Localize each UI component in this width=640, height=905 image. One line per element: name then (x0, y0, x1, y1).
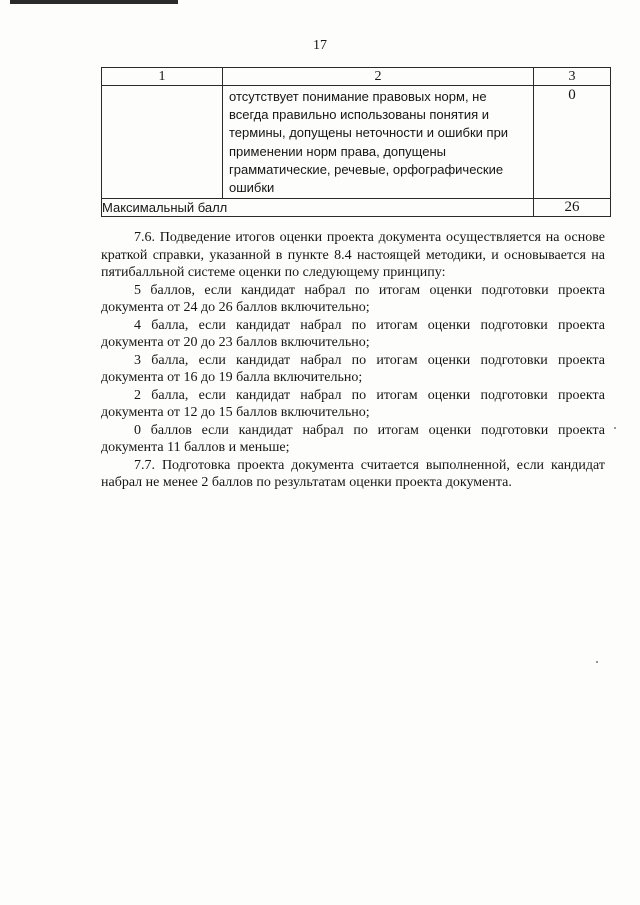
table-row (102, 86, 611, 199)
column-header-1: 1 (102, 68, 223, 86)
document-body (101, 229, 605, 492)
scan-speck (596, 661, 598, 663)
paragraph-grade-4: 4 балла, если кандидат набрал по итогам оценки подготовки проекта документа от 20 до 23 баллов включительно; (101, 317, 605, 350)
score-cell: 0 (534, 86, 611, 199)
paragraph-grade-3: 3 балла, если кандидат набрал по итогам оценки подготовки проекта документа от 16 до 19 балла включительно; (101, 352, 605, 385)
total-value: 26 (534, 199, 611, 217)
score-table (101, 67, 611, 217)
criterion-cell (223, 86, 534, 199)
paragraph-grade-2: 2 балла, если кандидат набрал по итогам оценки подготовки проекта документа от 12 до 15 баллов включительно; (101, 387, 605, 420)
row-empty-cell (102, 86, 223, 199)
scan-speck (614, 427, 616, 429)
page-number: 17 (313, 38, 327, 53)
total-row (102, 199, 611, 217)
scan-edge-mark (10, 0, 178, 4)
paragraph-7-6: 7.6. Подведение итогов оценки проекта документа осуществляется на основе краткой справки, указанной в пункте 8.4 настоящей методики, и основывается на пятибалльной системе оценки по следующему принципу: (101, 230, 605, 280)
column-header-3: 3 (534, 68, 611, 86)
column-header-2: 2 (223, 68, 534, 86)
paragraph-grade-5: 5 баллов, если кандидат набрал по итогам оценки подготовки проекта документа от 24 до 26 баллов включительно; (101, 282, 605, 315)
paragraph-7-7: 7.7. Подготовка проекта документа считается выполненной, если кандидат набрал не менее 2 баллов по результатам оценки проекта документа. (101, 457, 605, 490)
total-label: Максимальный балл (102, 199, 534, 217)
table-header-row (102, 68, 611, 86)
criterion-text: отсутствует понимание правовых норм, не всегда правильно использованы понятия и термины, допущены неточности и ошибки при применении норм права, допущены грамматические, речевые, орфографические ошибки (229, 89, 509, 196)
paragraph-grade-0: 0 баллов если кандидат набрал по итогам оценки подготовки проекта документа 11 баллов и меньше; (101, 422, 605, 455)
